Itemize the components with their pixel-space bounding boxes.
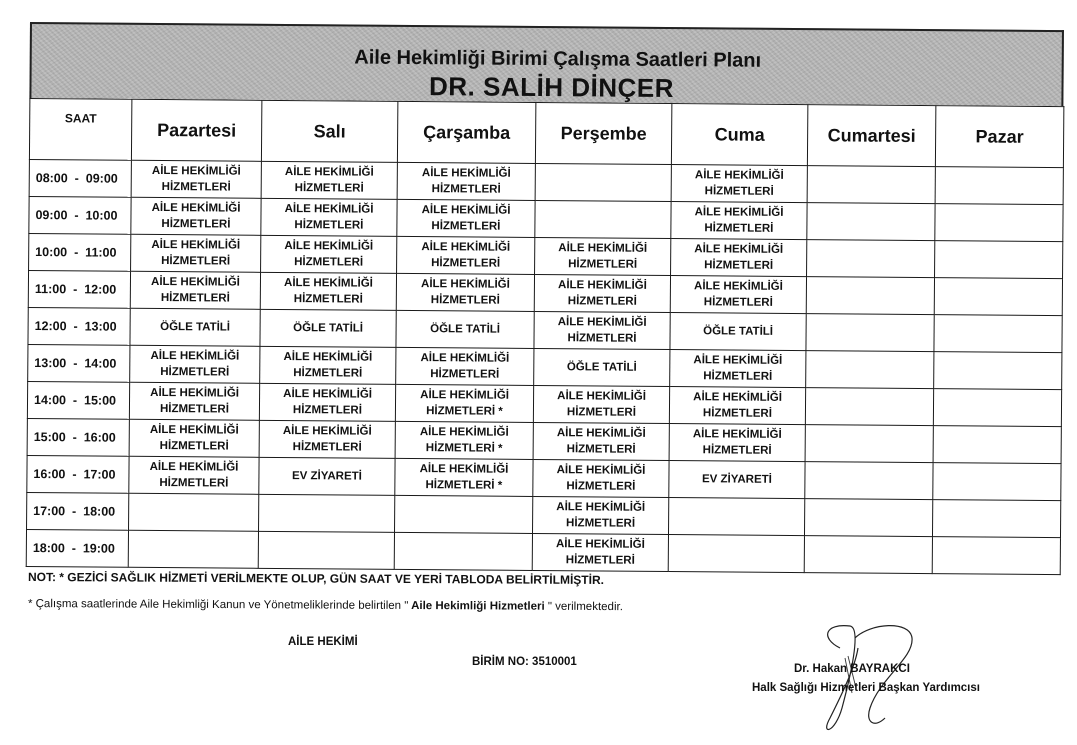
signer-name: Dr. Hakan BAYRAKCI — [794, 663, 910, 675]
schedule-cell — [932, 537, 1060, 575]
schedule-cell — [934, 278, 1062, 316]
column-header-carsamba: Çarşamba — [397, 101, 535, 163]
schedule-cell — [933, 389, 1061, 427]
schedule-cell — [805, 462, 933, 500]
schedule-cell: AİLE HEKİMLİĞİ HİZMETLERİ — [131, 234, 261, 272]
schedule-cell: AİLE HEKİMLİĞİ HİZMETLERİ — [131, 197, 261, 235]
time-slot: 11:00 - 12:00 — [28, 270, 130, 308]
schedule-cell — [805, 388, 933, 426]
schedule-cell: AİLE HEKİMLİĞİ HİZMETLERİ — [670, 350, 806, 388]
time-slot: 18:00 - 19:00 — [26, 529, 128, 567]
schedule-cell — [668, 498, 804, 536]
schedule-cell: AİLE HEKİMLİĞİ HİZMETLERİ — [129, 419, 259, 457]
schedule-cell: AİLE HEKİMLİĞİ HİZMETLERİ — [261, 161, 397, 199]
schedule-cell: EV ZİYARETİ — [669, 461, 805, 499]
schedule-cell — [935, 167, 1063, 205]
schedule-cell: AİLE HEKİMLİĞİ HİZMETLERİ — [532, 533, 668, 571]
time-slot: 15:00 - 16:00 — [27, 418, 129, 456]
signature-block — [752, 660, 1012, 698]
family-physician-label: AİLE HEKİMİ — [288, 636, 358, 648]
schedule-cell — [259, 494, 395, 532]
schedule-cell: AİLE HEKİMLİĞİ HİZMETLERİ — [534, 311, 670, 349]
schedule-cell: AİLE HEKİMLİĞİ HİZMETLERİ — [671, 165, 807, 203]
note-working-hours-prefix: * Çalışma saatlerinde Aile Hekimliği Kanun ve Yönetmeliklerinde belirtilen " — [27, 598, 409, 612]
note-mobile-service: NOT: * GEZİCİ SAĞLIK HİZMETİ VERİLMEKTE OLUP, GÜN SAAT VE YERİ TABLODA BELİRTİLMİŞTİR. — [27, 570, 605, 588]
schedule-cell: AİLE HEKİMLİĞİ HİZMETLERİ — [261, 198, 397, 236]
schedule-cell: AİLE HEKİMLİĞİ HİZMETLERİ — [669, 387, 805, 425]
schedule-cell: AİLE HEKİMLİĞİ HİZMETLERİ * — [395, 421, 533, 459]
column-header-persembe: Perşembe — [535, 102, 671, 164]
schedule-cell — [934, 315, 1062, 353]
schedule-cell: AİLE HEKİMLİĞİ HİZMETLERİ — [671, 239, 807, 277]
schedule-cell: ÖĞLE TATİLİ — [130, 308, 260, 346]
schedule-cell — [807, 203, 935, 241]
schedule-cell: AİLE HEKİMLİĞİ HİZMETLERİ — [131, 160, 261, 198]
schedule-cell — [535, 163, 671, 201]
schedule-cell — [395, 495, 533, 533]
schedule-sheet — [26, 22, 1064, 575]
time-slot: 10:00 - 11:00 — [29, 233, 131, 271]
schedule-cell: AİLE HEKİMLİĞİ HİZMETLERİ — [130, 271, 260, 309]
schedule-cell — [806, 314, 934, 352]
schedule-cell: AİLE HEKİMLİĞİ HİZMETLERİ — [259, 420, 395, 458]
time-slot: 16:00 - 17:00 — [27, 455, 129, 493]
schedule-cell: AİLE HEKİMLİĞİ HİZMETLERİ — [396, 273, 534, 311]
schedule-cell: ÖĞLE TATİLİ — [670, 313, 806, 351]
schedule-cell: ÖĞLE TATİLİ — [260, 309, 396, 347]
schedule-table — [26, 98, 1065, 575]
time-slot: 14:00 - 15:00 — [27, 381, 129, 419]
column-header-saat: SAAT — [29, 99, 131, 161]
schedule-cell — [934, 352, 1062, 390]
schedule-cell: AİLE HEKİMLİĞİ HİZMETLERİ — [397, 199, 535, 237]
notes-section — [27, 570, 1028, 614]
page-title: Aile Hekimliği Birimi Çalışma Saatleri Planı — [354, 46, 762, 72]
time-slot: 17:00 - 18:00 — [27, 492, 129, 530]
time-slot: 08:00 - 09:00 — [29, 159, 131, 197]
schedule-cell: EV ZİYARETİ — [259, 457, 395, 495]
column-header-cuma: Cuma — [671, 104, 807, 166]
schedule-cell: ÖĞLE TATİLİ — [534, 348, 670, 386]
note-working-hours-bold: Aile Hekimliği Hizmetleri — [408, 599, 548, 613]
time-slot: 09:00 - 10:00 — [29, 196, 131, 234]
schedule-cell: AİLE HEKİMLİĞİ HİZMETLERİ — [671, 202, 807, 240]
schedule-cell — [129, 493, 259, 531]
schedule-cell — [807, 166, 935, 204]
time-slot: 12:00 - 13:00 — [28, 307, 130, 345]
schedule-cell: AİLE HEKİMLİĞİ HİZMETLERİ * — [395, 458, 533, 496]
schedule-cell — [258, 531, 394, 569]
column-header-pazartesi: Pazartesi — [131, 99, 261, 161]
schedule-cell — [806, 277, 934, 315]
schedule-cell: ÖĞLE TATİLİ — [396, 310, 534, 348]
schedule-cell — [935, 241, 1063, 279]
schedule-cell: AİLE HEKİMLİĞİ HİZMETLERİ — [533, 385, 669, 423]
schedule-cell: AİLE HEKİMLİĞİ HİZMETLERİ — [259, 383, 395, 421]
schedule-cell — [933, 426, 1061, 464]
schedule-cell: AİLE HEKİMLİĞİ HİZMETLERİ — [533, 422, 669, 460]
unit-number: BİRİM NO: 3510001 — [472, 656, 577, 668]
schedule-cell — [668, 535, 804, 573]
signer-title: Halk Sağlığı Hizmetleri Başkan Yardımcısı — [752, 682, 980, 694]
column-header-pazar: Pazar — [935, 106, 1063, 168]
title-banner — [29, 22, 1064, 106]
schedule-cell — [128, 530, 258, 568]
schedule-cell — [804, 499, 932, 537]
schedule-cell: AİLE HEKİMLİĞİ HİZMETLERİ — [260, 272, 396, 310]
header-row — [29, 99, 1063, 168]
doctor-name: DR. SALİH DİNÇER — [428, 71, 675, 104]
schedule-cell — [394, 532, 532, 570]
schedule-cell — [933, 463, 1061, 501]
table-row — [26, 529, 1060, 574]
schedule-cell: AİLE HEKİMLİĞİ HİZMETLERİ — [670, 276, 806, 314]
schedule-cell — [535, 200, 671, 238]
schedule-body — [26, 159, 1063, 574]
schedule-cell: AİLE HEKİMLİĞİ HİZMETLERİ — [397, 162, 535, 200]
schedule-cell: AİLE HEKİMLİĞİ HİZMETLERİ — [130, 345, 260, 383]
schedule-cell: AİLE HEKİMLİĞİ HİZMETLERİ — [397, 236, 535, 274]
note-working-hours — [28, 598, 1028, 615]
schedule-cell: AİLE HEKİMLİĞİ HİZMETLERİ — [129, 456, 259, 494]
time-slot: 13:00 - 14:00 — [28, 344, 130, 382]
schedule-cell: AİLE HEKİMLİĞİ HİZMETLERİ — [260, 346, 396, 384]
schedule-cell — [807, 240, 935, 278]
schedule-cell — [932, 500, 1060, 538]
column-header-cumartesi: Cumartesi — [807, 105, 935, 167]
note-working-hours-suffix: " verilmektedir. — [547, 600, 623, 614]
schedule-cell — [935, 204, 1063, 242]
schedule-cell: AİLE HEKİMLİĞİ HİZMETLERİ — [396, 347, 534, 385]
schedule-cell — [805, 425, 933, 463]
schedule-cell — [804, 536, 932, 574]
schedule-cell: AİLE HEKİMLİĞİ HİZMETLERİ — [261, 235, 397, 273]
schedule-cell: AİLE HEKİMLİĞİ HİZMETLERİ * — [395, 384, 533, 422]
schedule-cell: AİLE HEKİMLİĞİ HİZMETLERİ — [129, 382, 259, 420]
schedule-cell: AİLE HEKİMLİĞİ HİZMETLERİ — [669, 424, 805, 462]
schedule-cell — [806, 351, 934, 389]
schedule-cell: AİLE HEKİMLİĞİ HİZMETLERİ — [534, 274, 670, 312]
schedule-cell: AİLE HEKİMLİĞİ HİZMETLERİ — [532, 496, 668, 534]
schedule-cell: AİLE HEKİMLİĞİ HİZMETLERİ — [533, 459, 669, 497]
column-header-sali: Salı — [261, 100, 397, 162]
schedule-cell: AİLE HEKİMLİĞİ HİZMETLERİ — [535, 237, 671, 275]
